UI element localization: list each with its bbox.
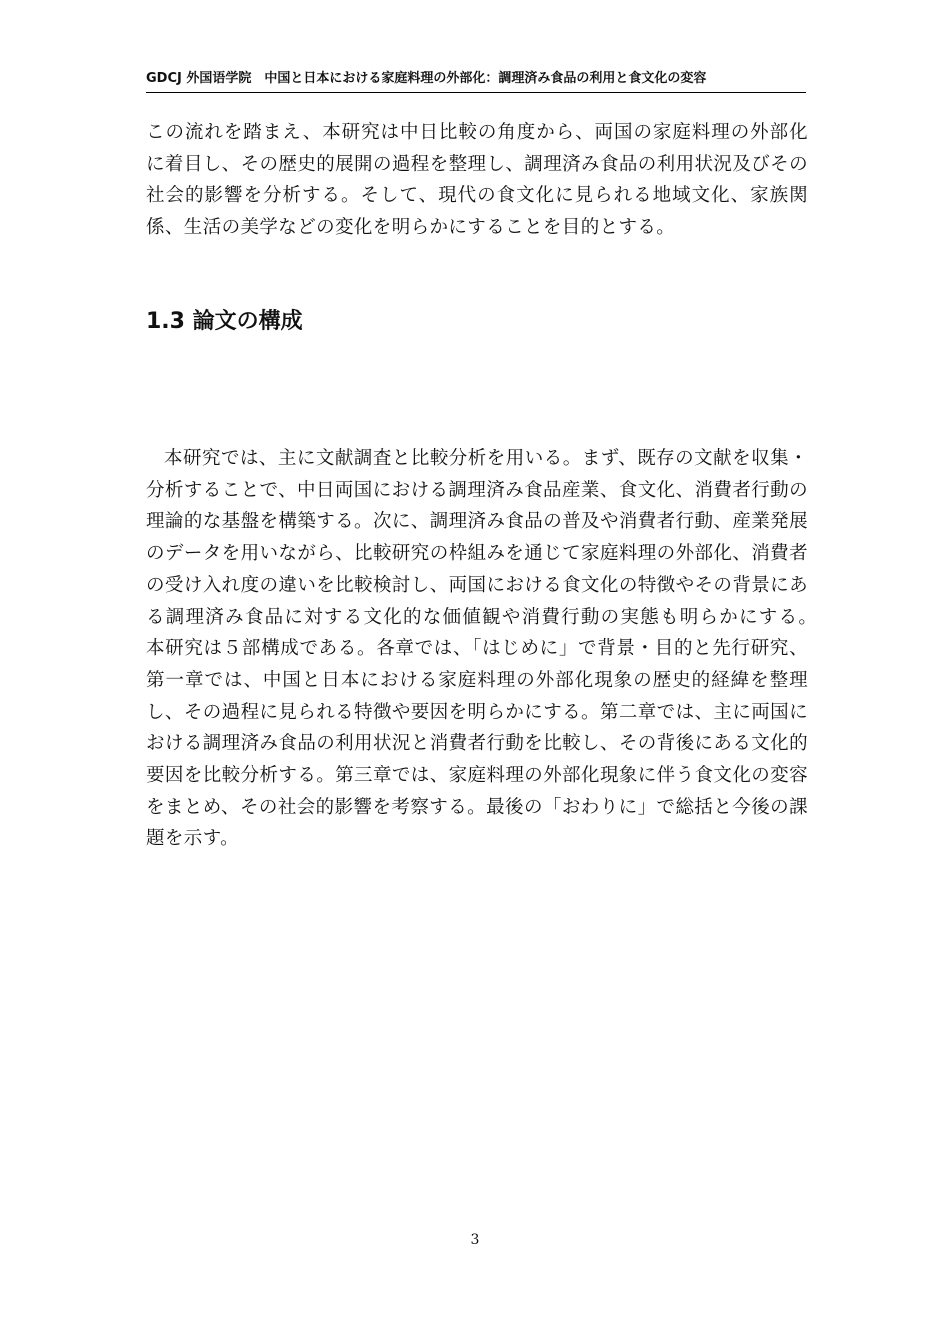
body-paragraph-intro: この流れを踏まえ、本研究は中日比較の角度から、両国の家庭料理の外部化に着目し、その歴史的展開の過程を整理し、調理済み食品の利用状況及びその社会的影響を分析する。そして、現代の食文化に見られる地域文化、家族関係、生活の美学などの変化を明らかにすることを目的とする。 (146, 122, 808, 239)
section-heading: 1.3 論文の構成 (146, 309, 303, 334)
running-header: GDCJ 外国语学院 中国と日本における家庭料理の外部化：調理済み食品の利用と食文化の変容 (146, 70, 806, 93)
body-paragraph-structure: 本研究では、主に文献調査と比較分析を用いる。まず、既存の文献を収集・分析することで、中日両国における調理済み食品産業、食文化、消費者行動の理論的な基盤を構築する。次に、調理済み食品の普及や消費者行動、産業発展のデータを用いながら、比較研究の枠組みを通じて家庭料理の外部化、消費者の受け入れ度の違いを比較検討し、両国における食文化の特徴やその背景にある調理済み食品に対する文化的な価値観や消費行動の実態も明らかにする。 本研究は５部構成である。各章では、「はじめに」で背景・目的と先行研究、第一章では、中国と日本における家庭料理の外部化現象の歴史的経緯を整理し、その過程に見られる特徴や要因を明らかにする。第二章では、主に両国における調理済み食品の利用状況と消費者行動を比較し、その背後にある文化的要因を比較分析する。第三章では、家庭料理の外部化現象に伴う食文化の変容をまとめ、その社会的影響を考察する。最後の「おわりに」で総括と今後の課題を示す。 (146, 448, 827, 850)
page-number: 3 (470, 1232, 480, 1248)
